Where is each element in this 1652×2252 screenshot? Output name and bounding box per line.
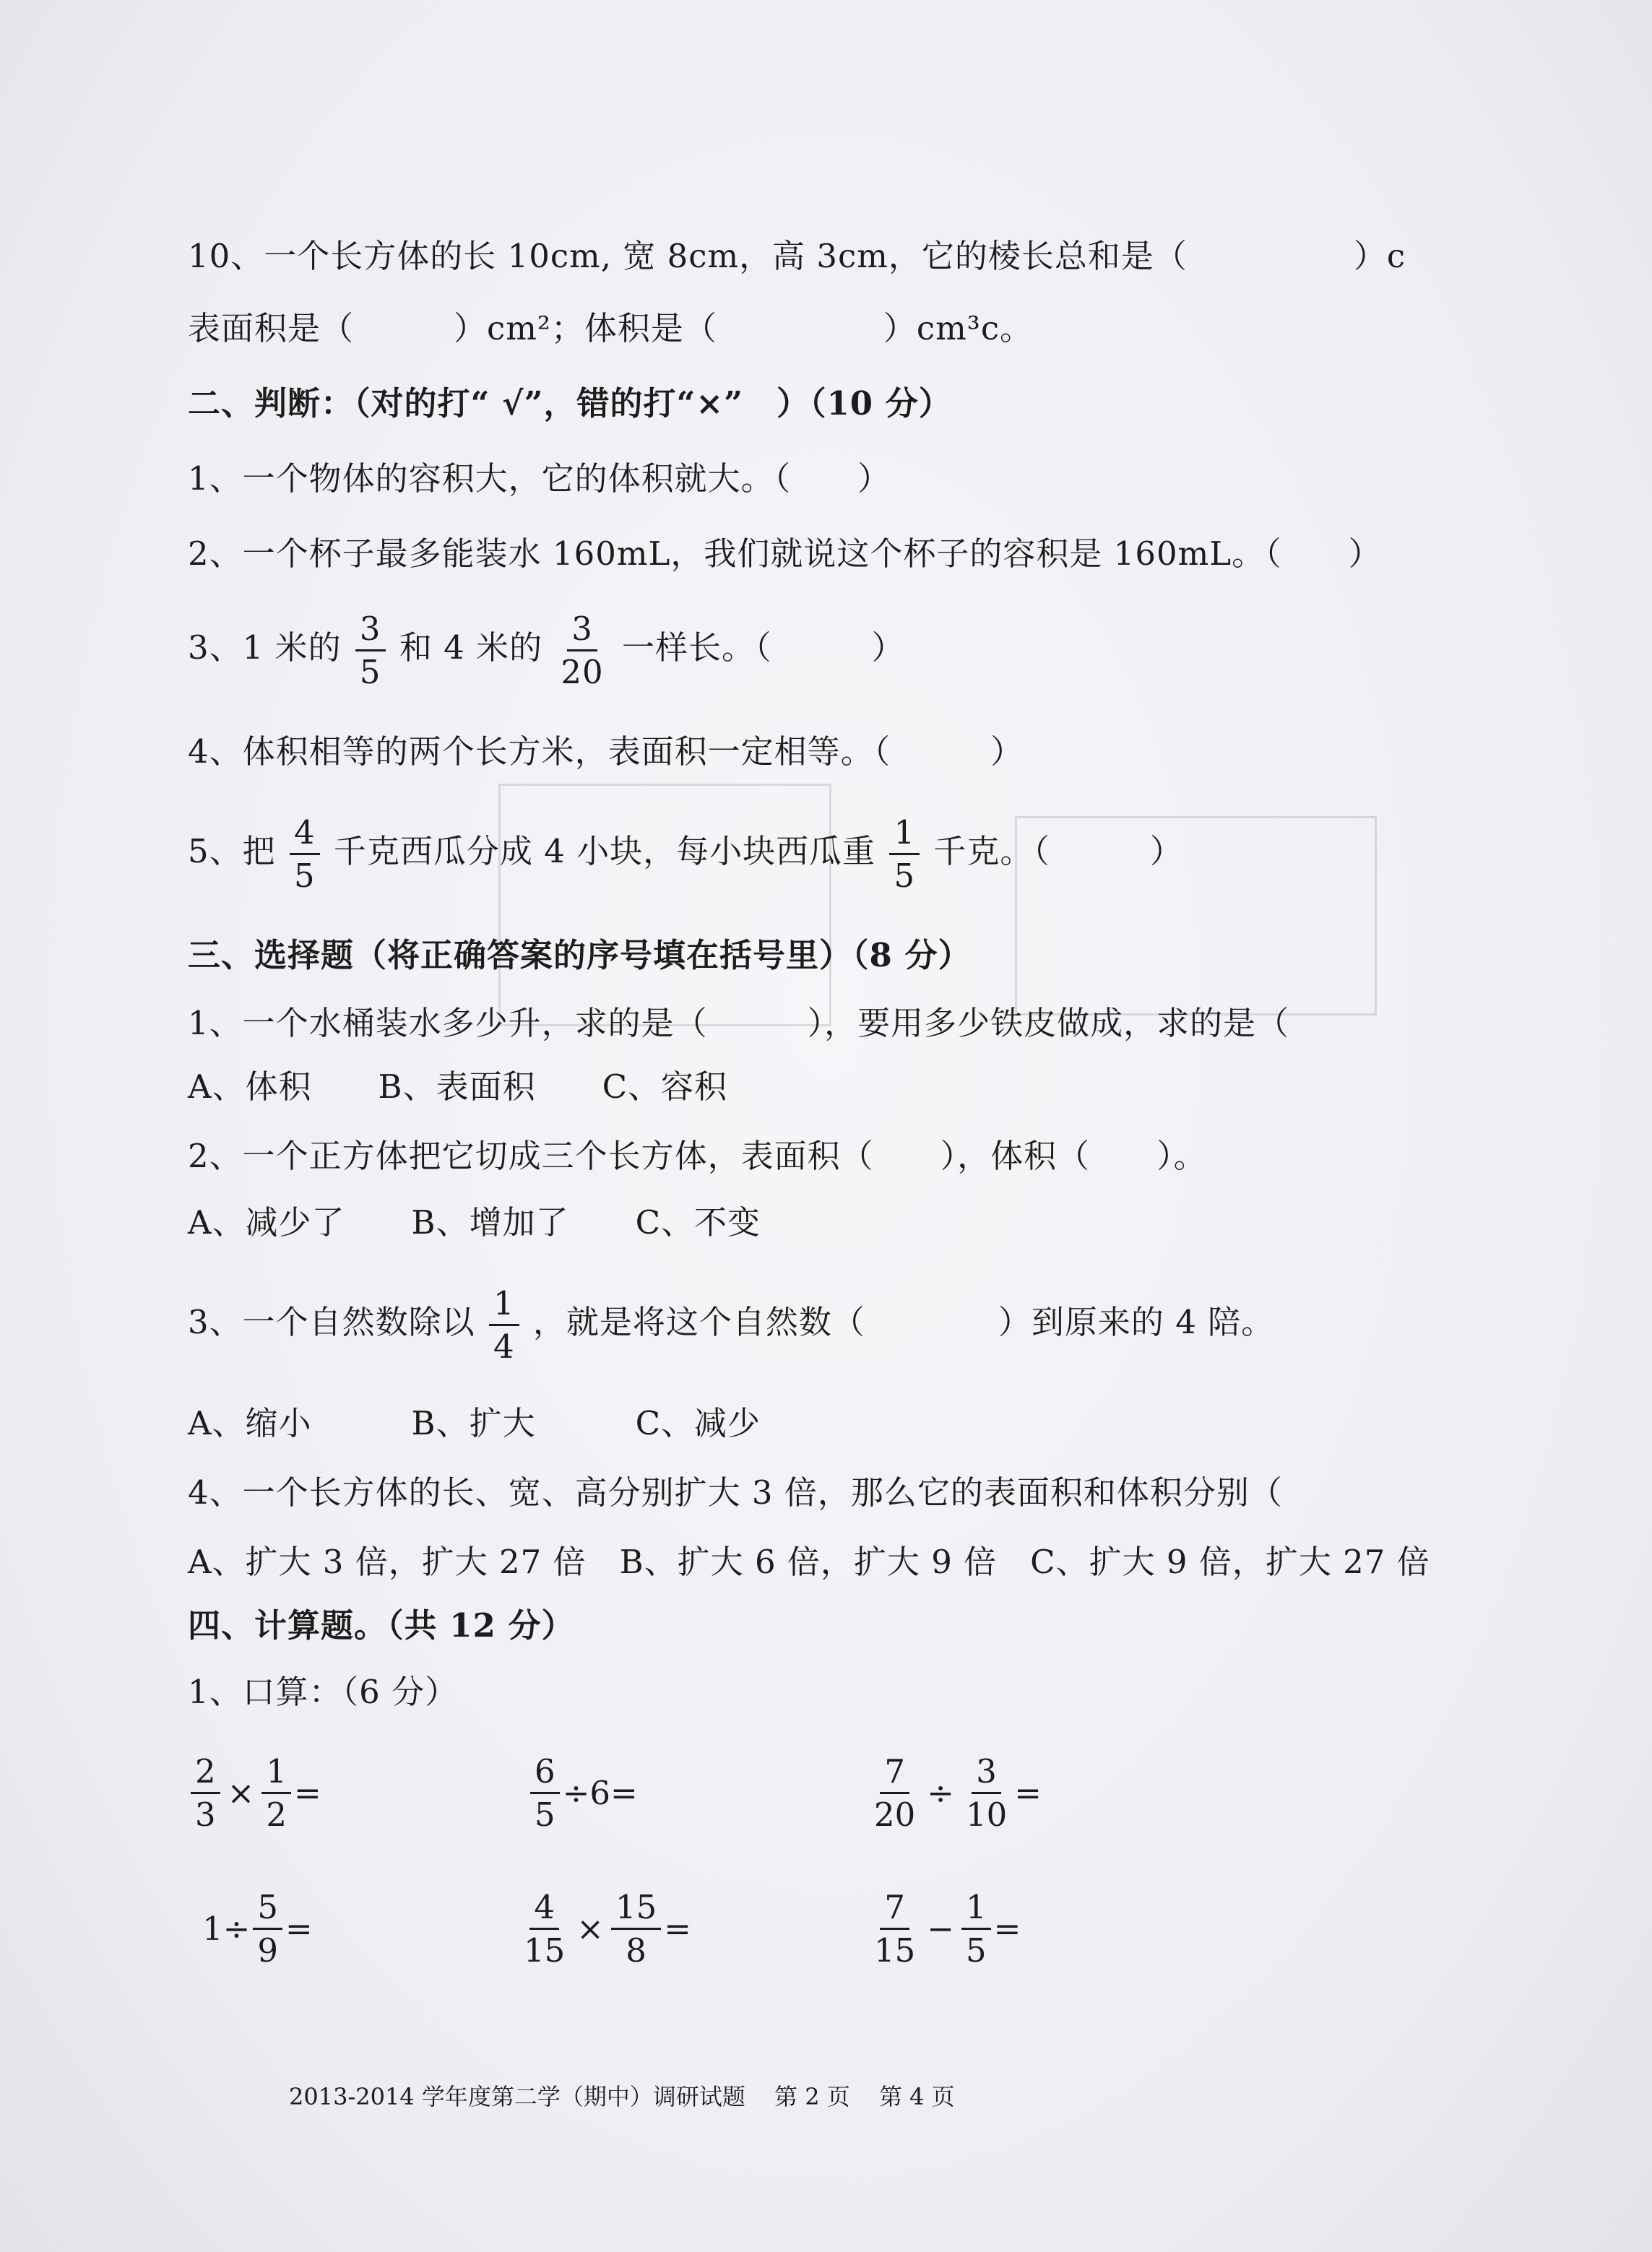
operator: ÷6 (562, 1774, 610, 1812)
fraction-3-5 (355, 610, 386, 691)
equals-sign: = (664, 1910, 691, 1948)
equals-sign: = (285, 1910, 313, 1948)
fraction (611, 1888, 661, 1970)
question-10-line-2: 表面积是（ ）cm²；体积是（ ）cm³c。 (188, 309, 1034, 347)
page-footer (289, 2079, 977, 2112)
fraction-numerator: 1 (489, 1287, 519, 1326)
choice-q2-options: A、减少了 B、增加了 C、不变 (188, 1203, 761, 1242)
fraction (191, 1752, 220, 1834)
fraction-denominator: 15 (874, 1931, 916, 1970)
footer-title: 2013-2014 学年度第二学（期中）调研试题 (289, 2083, 745, 2110)
equals-sign: = (993, 1910, 1021, 1948)
fraction-denominator: 2 (266, 1796, 287, 1834)
judge-item-4: 4、体积相等的两个长方米，表面积一定相等。（ ） (188, 732, 1024, 771)
operator: − (927, 1910, 954, 1948)
judge-item-3-mid: 和 4 米的 (399, 628, 543, 667)
fraction-denominator: 9 (257, 1931, 278, 1970)
section-3-heading: 三、选择题（将正确答案的序号填在括号里）（8 分） (188, 936, 972, 974)
choice-q1-options: A、体积 B、表面积 C、容积 (188, 1067, 727, 1106)
fraction (961, 1888, 991, 1970)
choice-q3-options: A、缩小 B、扩大 C、减少 (188, 1404, 761, 1442)
section-2-heading: 二、判断：（对的打“ √”，错的打“×” ）（10 分） (188, 384, 952, 423)
judge-item-5-mid: 千克西瓜分成 4 小块，每小块西瓜重 (333, 832, 876, 870)
operator: × (227, 1774, 255, 1812)
fraction (261, 1752, 291, 1834)
fraction-4-5 (290, 813, 320, 895)
fraction-denominator: 15 (524, 1931, 566, 1970)
fraction-denominator: 5 (965, 1931, 987, 1970)
fraction-numerator: 1 (889, 816, 920, 855)
judge-item-2: 2、一个杯子最多能装水 160mL，我们就说这个杯子的容积是 160mL。（ ） (188, 534, 1382, 573)
fraction-denominator: 10 (965, 1796, 1008, 1834)
fraction-denominator: 4 (493, 1328, 515, 1366)
fraction-1-5 (889, 813, 920, 895)
calc-item-2 (527, 1752, 638, 1834)
fraction-numerator: 6 (530, 1755, 560, 1794)
fraction-numerator: 4 (529, 1891, 559, 1930)
fraction (870, 1888, 920, 1970)
judge-item-5 (188, 813, 1183, 895)
fraction-denominator: 20 (561, 653, 604, 691)
equals-sign: = (610, 1774, 638, 1812)
footer-total-pages: 第 4 页 (878, 2083, 955, 2110)
operator: 1÷ (202, 1910, 251, 1948)
question-10-line-1: 10、一个长方体的长 10cm, 宽 8cm，高 3cm，它的棱长总和是（ ）c (188, 237, 1406, 275)
judge-item-3 (188, 610, 905, 691)
fraction-denominator: 5 (535, 1796, 555, 1834)
fraction-numerator: 7 (880, 1755, 909, 1794)
calc-item-4 (202, 1888, 313, 1970)
judge-item-3-post: 一样长。（ ） (621, 628, 905, 667)
fraction-denominator: 5 (293, 857, 316, 895)
fraction-numerator: 1 (961, 1891, 991, 1930)
footer-page-number: 第 2 页 (774, 2083, 850, 2110)
choice-q3 (188, 1284, 1275, 1366)
fraction-numerator: 15 (611, 1891, 661, 1930)
fraction-numerator: 4 (290, 816, 320, 855)
fraction (253, 1888, 282, 1970)
fraction-denominator: 3 (195, 1796, 216, 1834)
choice-q3-post: ，就是将这个自然数（ ）到原来的 4 陪。 (532, 1303, 1275, 1341)
choice-q3-pre: 3、一个自然数除以 (188, 1303, 475, 1341)
fraction-3-20 (556, 610, 607, 691)
mental-math-subheading: 1、口算：（6 分） (188, 1673, 459, 1711)
calc-item-1 (188, 1752, 321, 1834)
fraction-denominator: 5 (359, 653, 381, 691)
operator: × (576, 1910, 604, 1948)
choice-q1: 1、一个水桶装水多少升，求的是（ ），要用多少铁皮做成，求的是（ (188, 1004, 1290, 1042)
choice-q4: 4、一个长方体的长、宽、高分别扩大 3 倍，那么它的表面积和体积分别（ (188, 1473, 1283, 1512)
calc-item-6 (867, 1888, 1021, 1970)
fraction-numerator: 3 (972, 1755, 1001, 1794)
fraction-denominator: 20 (874, 1796, 916, 1834)
judge-item-3-pre: 3、1 米的 (188, 628, 342, 667)
fraction-numerator: 1 (261, 1755, 291, 1794)
fraction-numerator: 3 (567, 612, 597, 651)
judge-item-5-post: 千克。（ ） (933, 832, 1183, 870)
operator: ÷ (927, 1774, 954, 1812)
fraction-denominator: 8 (626, 1931, 646, 1970)
fraction-numerator: 3 (355, 612, 386, 651)
section-4-heading: 四、计算题。（共 12 分） (188, 1606, 575, 1645)
judge-item-5-pre: 5、把 (188, 832, 276, 870)
choice-q2: 2、一个正方体把它切成三个长方体，表面积（ ），体积（ ）。 (188, 1137, 1207, 1175)
fraction-numerator: 5 (253, 1891, 282, 1930)
fraction-1-4 (489, 1284, 519, 1366)
fraction-numerator: 2 (191, 1755, 220, 1794)
equals-sign: = (1014, 1774, 1042, 1812)
fraction (530, 1752, 560, 1834)
choice-q4-options: A、扩大 3 倍，扩大 27 倍 B、扩大 6 倍，扩大 9 倍 C、扩大 9 倍，扩大 27 倍 (188, 1543, 1430, 1581)
calc-item-5 (516, 1888, 691, 1970)
fraction (519, 1888, 569, 1970)
fraction-numerator: 7 (880, 1891, 909, 1930)
fraction (961, 1752, 1011, 1834)
calc-item-3 (867, 1752, 1042, 1834)
fraction-denominator: 5 (894, 857, 916, 895)
fraction (870, 1752, 920, 1834)
equals-sign: = (294, 1774, 321, 1812)
judge-item-1: 1、一个物体的容积大，它的体积就大。（ ） (188, 459, 891, 498)
